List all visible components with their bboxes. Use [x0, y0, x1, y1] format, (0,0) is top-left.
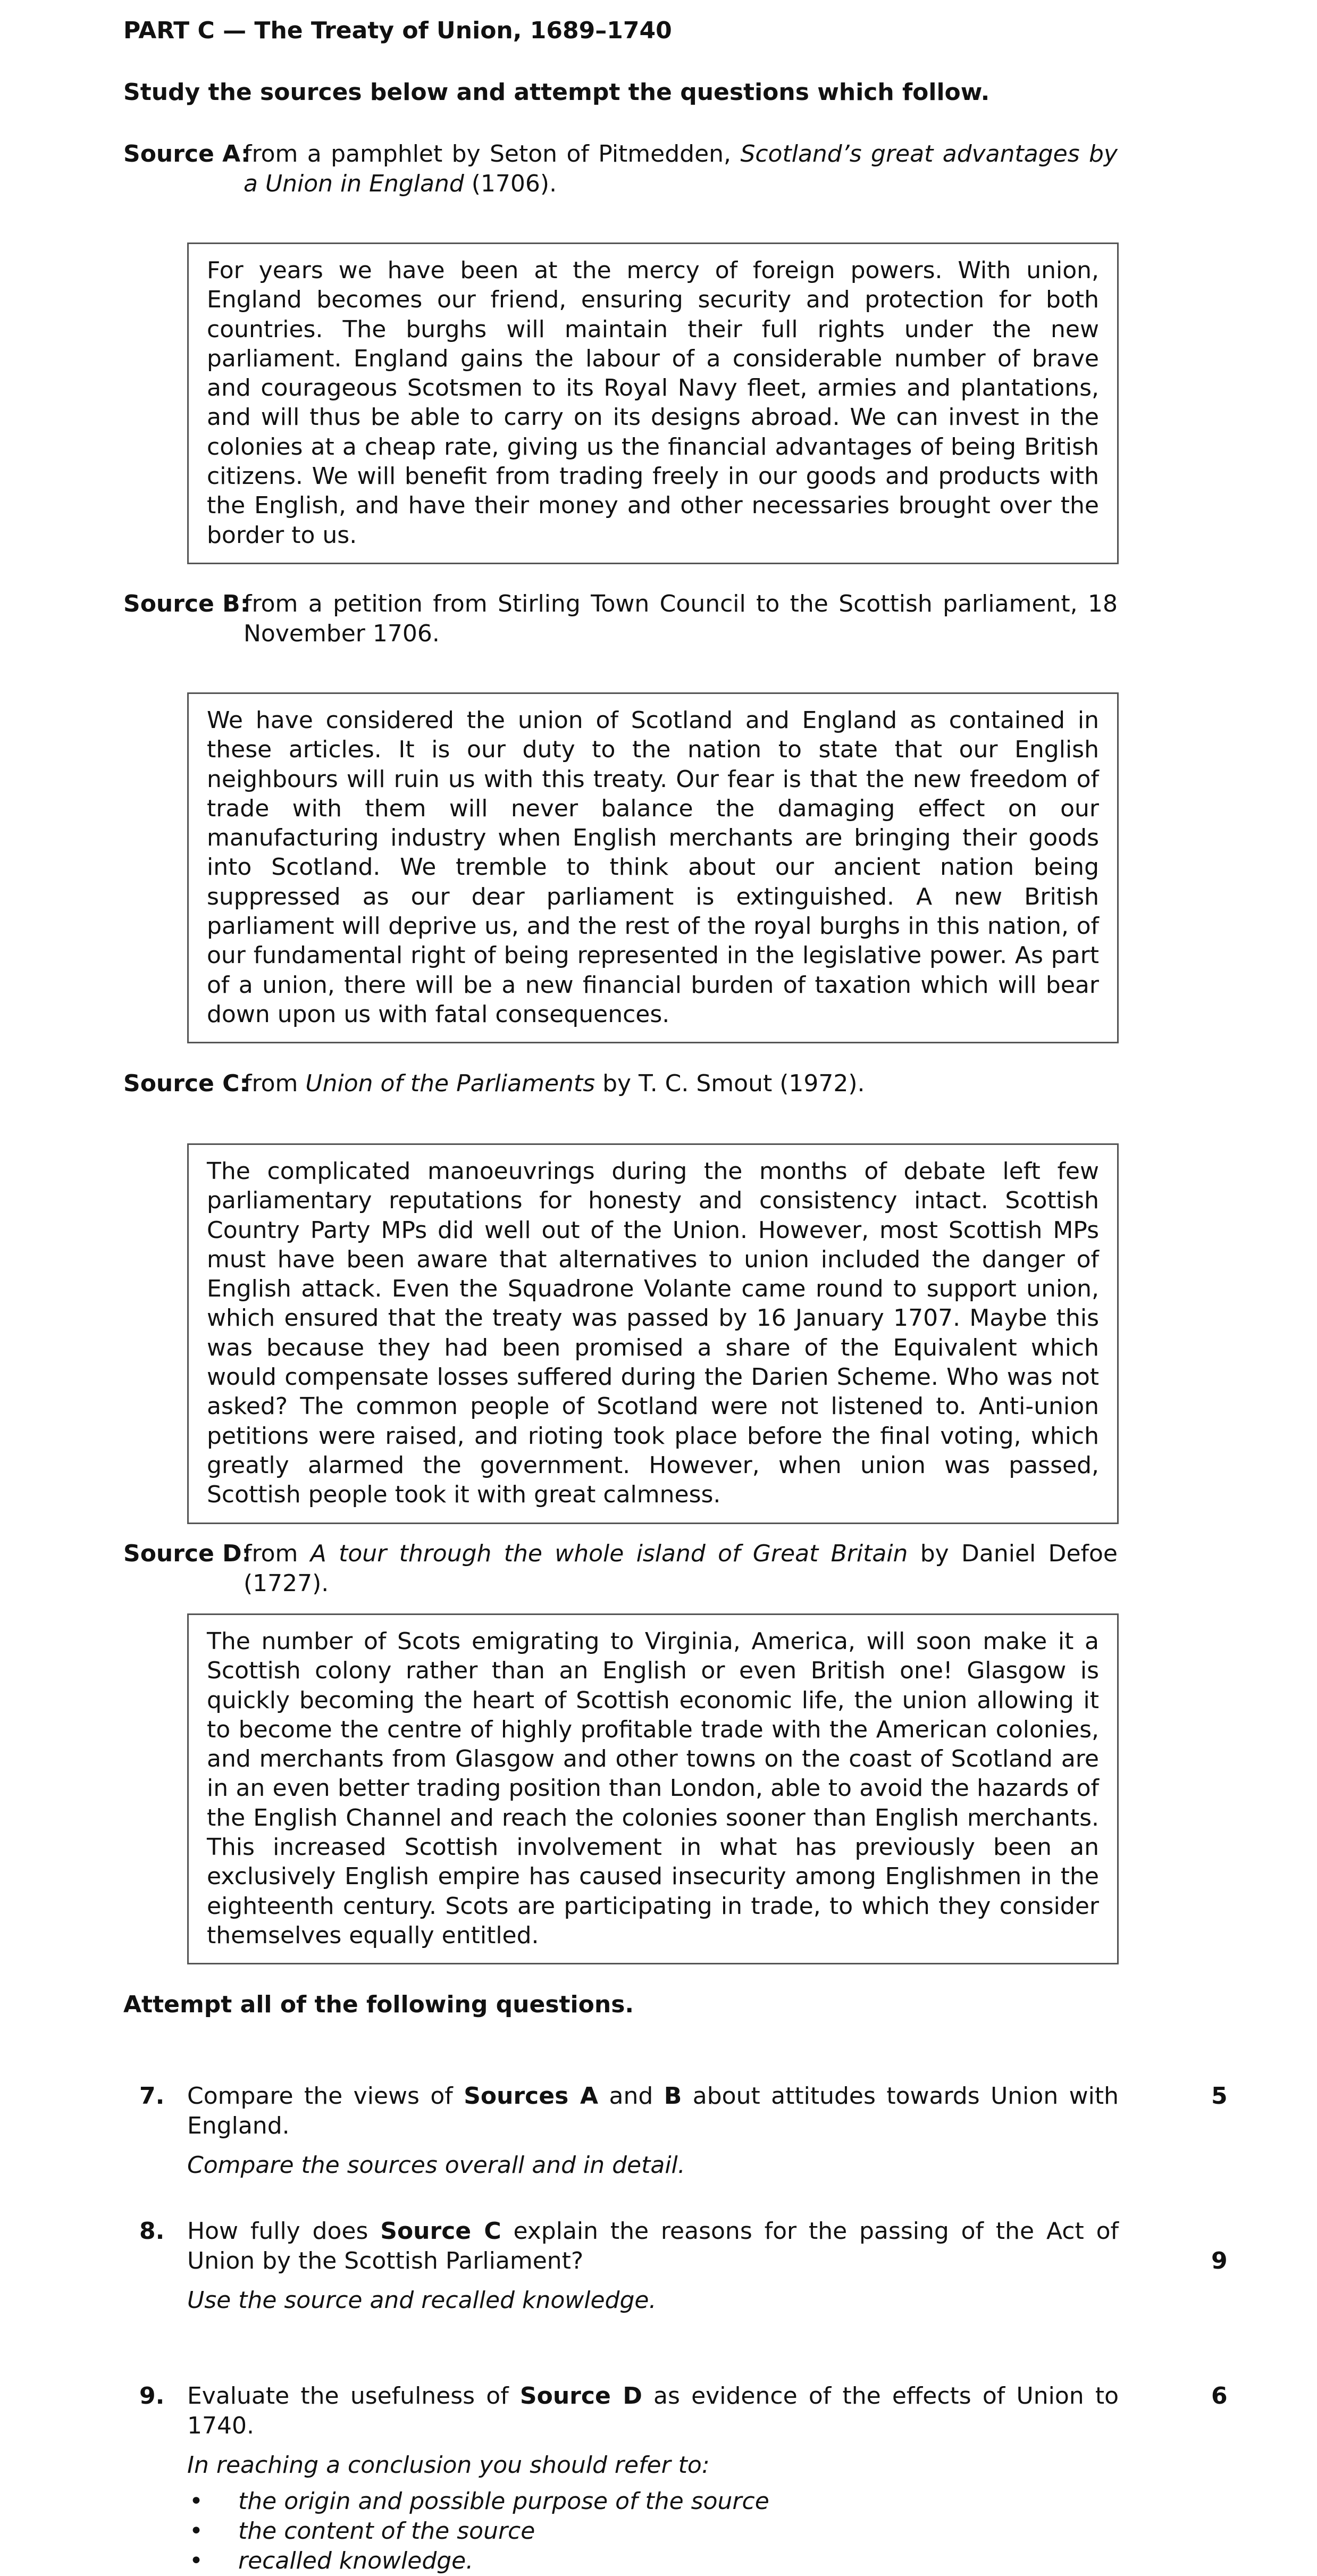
question-9-note: In reaching a conclusion you should refer to:: [187, 2452, 710, 2479]
question-9-marks: 6: [1211, 2382, 1228, 2410]
q7-text-part: and: [598, 2082, 664, 2110]
bullet-text: recalled knowledge.: [238, 2547, 474, 2574]
q9-text-part: Evaluate the usefulness of: [187, 2382, 520, 2410]
q7-text-part: about attitudes towards Union with England.: [187, 2082, 1119, 2139]
source-a-desc-suffix: (1706).: [464, 170, 557, 197]
bullet-item: [187, 2546, 1229, 2576]
question-8-note: Use the source and recalled knowledge.: [187, 2287, 657, 2314]
question-7-number: 7.: [139, 2082, 165, 2110]
q8-bold-source-c: Source C: [380, 2218, 501, 2245]
source-c-desc-suffix: by T. C. Smout (1972).: [595, 1070, 865, 1097]
question-8-marks: 9: [1211, 2247, 1228, 2274]
question-7: [123, 2081, 1229, 2180]
source-c-box: The complicated manoeuvrings during the months of debate left few parliamentary reputations for honesty and consistency intact. Scottish Country Party MPs did well out of the Union. However, most Scottish MPs must have been aware that alternatives to union included the danger of English attack. Even the Squadrone Volante came round to support union, which ensured that the treaty was passed by 16 January 1707. Maybe this was because they had been promised a share of the Equivalent which would compensate losses suffered during the Darien Scheme. Who was not asked? The common people of Scotland were not listened to. Anti-union petitions were raised, and rioting took place before the final voting, which greatly alarmed the government. However, when union was passed, Scottish people took it with great calmness.: [187, 1143, 1119, 1524]
question-7-marks: 5: [1211, 2082, 1228, 2110]
bullet-text: the content of the source: [238, 2518, 535, 2545]
source-a-desc-prefix: from a pamphlet by Seton of Pitmedden,: [244, 140, 741, 168]
source-a-description: [244, 139, 1118, 199]
q8-text-part: explain the reasons for the passing of the Act of Union by the Scottish Parliament?: [187, 2218, 1119, 2274]
source-b-desc-prefix: from a petition from Stirling Town Council to the Scottish parliament, 18 November 1706.: [244, 590, 1118, 647]
question-9-number: 9.: [139, 2382, 165, 2410]
bullet-item: [187, 2487, 1229, 2516]
attempt-heading: Attempt all of the following questions.: [123, 1991, 634, 2018]
source-d-desc-suffix: by Daniel Defoe (1727).: [244, 1540, 1118, 1597]
question-9: [123, 2381, 1229, 2576]
source-d-box: The number of Scots emigrating to Virginia, America, will soon make it a Scottish colony rather than an English or even British one! Glasgow is quickly becoming the heart of Scottish economic life, the union allowing it to become the centre of highly profitable trade with the American colonies, and merchants from Glasgow and other towns on the coast of Scotland are in an even better trading position than London, able to avoid the hazards of the English Channel and reach the colonies sooner than English merchants. This increased Scottish involvement in what has previously been an exclusively English empire has caused insecurity among Englishmen in the eighteenth century. Scots are participating in trade, to which they consider themselves equally entitled.: [187, 1613, 1119, 1964]
instruction: Study the sources below and attempt the questions which follow.: [123, 79, 990, 106]
q9-bold-source-d: Source D: [519, 2382, 642, 2410]
source-b-label: Source B:: [123, 590, 250, 617]
source-a-heading: [123, 139, 1118, 199]
bullet-item: [187, 2516, 1229, 2546]
question-9-bullet-list: [187, 2487, 1229, 2576]
source-a-box: For years we have been at the mercy of foreign powers. With union, England becomes our friend, ensuring security and protection for both countries. The burghs will maintain their full rights under the new parliament. England gains the labour of a considerable number of brave and courageous Scotsmen to its Royal Navy fleet, armies and plantations, and will thus be able to carry on its designs abroad. We can invest in the colonies at a cheap rate, giving us the financial advantages of being British citizens. We will benefit from trading freely in our goods and products with the English, and have their money and other necessaries brought over the border to us.: [187, 242, 1119, 564]
source-c-description: [244, 1069, 1118, 1099]
source-d-desc-title: A tour through the whole island of Great Britain: [310, 1540, 908, 1567]
question-7-text: [187, 2081, 1119, 2141]
question-8-text: [187, 2217, 1119, 2276]
source-d-label: Source D:: [123, 1540, 251, 1567]
question-8-number: 8.: [139, 2218, 165, 2245]
q8-text-part: How fully does: [187, 2218, 381, 2245]
question-7-note: Compare the sources overall and in detail.: [187, 2152, 685, 2179]
source-b-box: We have considered the union of Scotland and England as contained in these articles. It is our duty to the nation to state that our English neighbours will ruin us with this treaty. Our fear is that the new freedom of trade with them will never balance the damaging effect on our manufacturing industry when English merchants are bringing their goods into Scotland. We tremble to think about our ancient nation being suppressed as our dear parliament is extinguished. A new British parliament will deprive us, and the rest of the royal burghs in this nation, of our fundamental right of being represented in the legislative power. As part of a union, there will be a new financial burden of taxation which will bear down upon us with fatal consequences.: [187, 692, 1119, 1043]
source-c-heading: [123, 1069, 1118, 1099]
source-b-heading: [123, 589, 1118, 649]
q7-text-part: Compare the views of: [187, 2082, 464, 2110]
question-8: [123, 2217, 1229, 2315]
bullet-dot: •: [189, 2488, 203, 2515]
bullet-text: the origin and possible purpose of the source: [238, 2488, 769, 2515]
source-a-label: Source A:: [123, 140, 250, 168]
part-title: PART C — The Treaty of Union, 1689–1740: [123, 17, 672, 44]
source-d-desc-prefix: from: [244, 1540, 311, 1567]
q7-bold-source-b: B: [664, 2082, 682, 2110]
question-9-text: [187, 2381, 1119, 2441]
source-c-desc-prefix: from: [244, 1070, 306, 1097]
source-d-description: [244, 1539, 1118, 1599]
source-c-desc-title: Union of the Parliaments: [305, 1070, 595, 1097]
source-c-label: Source C:: [123, 1070, 249, 1097]
source-b-description: [244, 589, 1118, 649]
bullet-dot: •: [189, 2518, 203, 2545]
q7-bold-source-a: Sources A: [464, 2082, 599, 2110]
bullet-dot: •: [189, 2547, 203, 2574]
q9-text-part: as evidence of the effects of Union to 1740.: [187, 2382, 1119, 2439]
source-d-heading: [123, 1539, 1118, 1599]
source-a-desc-title: Scotland’s great advantages by a Union in England: [244, 140, 1118, 197]
